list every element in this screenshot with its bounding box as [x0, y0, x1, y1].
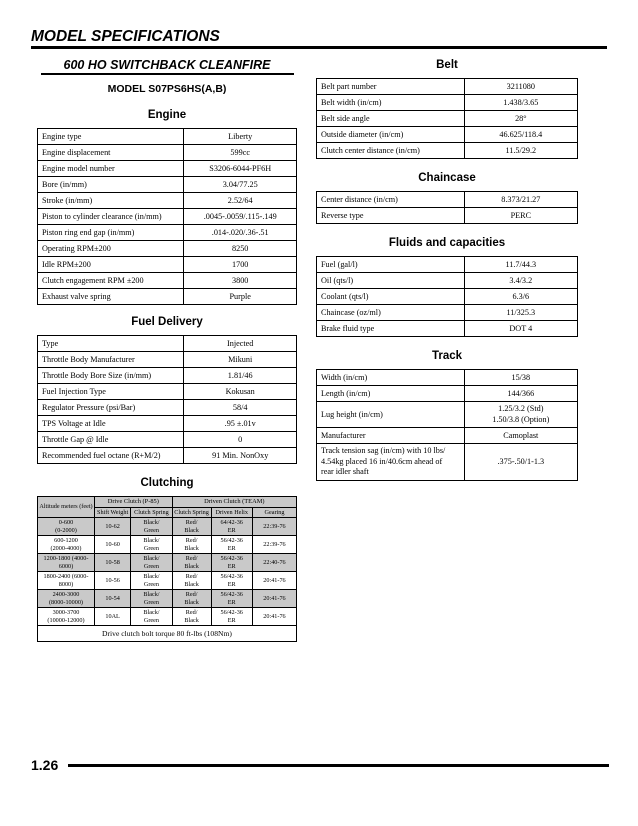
cell-shift-weight: 10-56 — [94, 572, 130, 590]
table-row — [38, 590, 297, 608]
row-label: Regulator Pressure (psi/Bar) — [38, 400, 184, 416]
row-value: 28° — [464, 111, 577, 127]
row-value: 3.4/3.2 — [464, 273, 577, 289]
row-label: Belt side angle — [317, 111, 465, 127]
table-row — [317, 402, 578, 428]
table-header-row — [38, 497, 297, 508]
cell-shift-weight: 10-54 — [94, 590, 130, 608]
table-row — [317, 428, 578, 444]
row-value: 11.7/44.3 — [464, 257, 577, 273]
document-header-rule — [31, 46, 607, 49]
table-row — [38, 145, 297, 161]
section-title-chaincase: Chaincase — [418, 172, 476, 184]
row-label: Engine displacement — [38, 145, 184, 161]
driven-spring-line-1: Red/ — [185, 519, 198, 526]
row-label: Length (in/cm) — [317, 386, 465, 402]
driven-spring-line-1: Red/ — [185, 609, 198, 616]
row-label: Engine type — [38, 129, 184, 145]
row-value: 46.625/118.4 — [464, 127, 577, 143]
cell-drive-spring — [131, 572, 172, 590]
cell-altitude — [38, 590, 95, 608]
row-label: Bore (in/mm) — [38, 177, 184, 193]
table-row — [38, 416, 297, 432]
cell-driven-spring — [172, 590, 211, 608]
column-header-gearing: Gearing — [252, 507, 296, 518]
table-row — [38, 400, 297, 416]
drive-spring-line-1: Black/ — [143, 537, 160, 544]
drive-spring-line-1: Black/ — [143, 519, 160, 526]
row-value: 1.81/46 — [184, 368, 297, 384]
altitude-line-1: 1800-2400 (6000- — [43, 573, 89, 580]
driven-spring-line-2: Black — [184, 580, 199, 588]
row-label: Throttle Gap @ Idle — [38, 432, 184, 448]
section-title-clutching: Clutching — [140, 477, 194, 489]
table-footer-row — [38, 626, 297, 642]
row-value: S3206-6044-PF6H — [184, 161, 297, 177]
lug-height-std: 1.25/3.2 (Std) — [498, 404, 544, 413]
row-value: Camoplast — [464, 428, 577, 444]
cell-altitude — [38, 554, 95, 572]
driven-spring-line-2: Black — [184, 598, 199, 606]
driven-spring-line-2: Black — [184, 544, 199, 552]
altitude-line-2: (10000-12000) — [47, 616, 85, 624]
helix-line-2: ER — [227, 580, 236, 588]
table-row — [38, 209, 297, 225]
model-title: 600 HO SWITCHBACK CLEANFIRE — [63, 58, 271, 72]
table-row — [38, 177, 297, 193]
row-label: Piston to cylinder clearance (in/mm) — [38, 209, 184, 225]
section-title-fuel-delivery: Fuel Delivery — [131, 316, 203, 328]
cell-shift-weight: 10-58 — [94, 554, 130, 572]
engine-table — [37, 128, 297, 305]
section-title-engine: Engine — [147, 109, 187, 121]
page-footer-rule — [68, 764, 609, 767]
cell-driven-helix — [211, 590, 252, 608]
lug-height-option: 1.50/3.8 (Option) — [492, 414, 550, 424]
row-label: Coolant (qts/l) — [317, 289, 465, 305]
altitude-line-1: 0-600 — [58, 519, 74, 526]
belt-table — [316, 78, 578, 159]
cell-driven-spring — [172, 536, 211, 554]
cell-drive-spring — [131, 608, 172, 626]
cell-altitude — [38, 572, 95, 590]
helix-line-2: ER — [227, 544, 236, 552]
row-value: 91 Min. NonOxy — [184, 448, 297, 464]
row-label: Belt width (in/cm) — [317, 95, 465, 111]
driven-spring-line-1: Red/ — [185, 573, 198, 580]
driven-spring-line-2: Black — [184, 562, 199, 570]
left-column — [37, 58, 297, 642]
table-row — [317, 192, 578, 208]
cell-shift-weight: 10AL — [94, 608, 130, 626]
helix-line-1: 64/42-36 — [220, 519, 243, 526]
table-row — [38, 161, 297, 177]
clutching-table — [37, 496, 297, 642]
row-label: Operating RPM±200 — [38, 241, 184, 257]
row-label: Recommended fuel octane (R+M/2) — [38, 448, 184, 464]
fuel-delivery-table — [37, 335, 297, 464]
track-tension-line-1: Track tension sag (in/cm) with 10 lbs/ — [321, 446, 446, 455]
track-table — [316, 369, 578, 481]
column-header-driven-helix: Driven Helix — [211, 507, 252, 518]
driven-spring-line-2: Black — [184, 526, 199, 534]
row-value: 0 — [184, 432, 297, 448]
model-title-rule — [41, 73, 294, 75]
column-header-driven-clutch-spring: Clutch Spring — [172, 507, 211, 518]
row-value: 6.3/6 — [464, 289, 577, 305]
row-label: TPS Voltage at Idle — [38, 416, 184, 432]
column-header-shift-weight: Shift Weight — [94, 507, 130, 518]
track-tension-line-3: rear idler shaft — [321, 467, 369, 476]
altitude-line-1: 1200-1800 (4000- — [43, 555, 89, 562]
table-row — [317, 305, 578, 321]
row-label: Reverse type — [317, 208, 465, 224]
table-row — [317, 444, 578, 481]
table-row — [38, 572, 297, 590]
row-label: Engine model number — [38, 161, 184, 177]
row-value: 3211080 — [464, 79, 577, 95]
row-value: .375-.50/1-1.3 — [464, 444, 577, 481]
row-label: Idle RPM±200 — [38, 257, 184, 273]
row-value: .014-.020/.36-.51 — [184, 225, 297, 241]
table-row — [38, 193, 297, 209]
row-label: Lug height (in/cm) — [317, 402, 465, 428]
row-label — [317, 444, 465, 481]
altitude-line-1: 3000-3700 — [52, 609, 80, 616]
altitude-line-2: (0-2000) — [55, 526, 77, 534]
table-row — [317, 208, 578, 224]
cell-drive-spring — [131, 590, 172, 608]
page-number: 1.26 — [31, 757, 59, 773]
row-label: Brake fluid type — [317, 321, 465, 337]
row-label: Oil (qts/l) — [317, 273, 465, 289]
row-value: 1.438/3.65 — [464, 95, 577, 111]
helix-line-2: ER — [227, 526, 236, 534]
row-label: Clutch engagement RPM ±200 — [38, 273, 184, 289]
row-value: PERC — [464, 208, 577, 224]
altitude-line-2: 6000) — [58, 562, 74, 570]
drive-spring-line-2: Green — [143, 580, 159, 588]
helix-line-1: 56/42-36 — [220, 591, 243, 598]
table-row — [317, 127, 578, 143]
row-label: Chaincase (oz/ml) — [317, 305, 465, 321]
chaincase-table — [316, 191, 578, 224]
row-value: 2.52/64 — [184, 193, 297, 209]
table-row — [38, 432, 297, 448]
row-label: Outside diameter (in/cm) — [317, 127, 465, 143]
right-column — [316, 58, 578, 481]
cell-gearing: 20:41-76 — [252, 608, 296, 626]
altitude-line-1: 2400-3000 — [52, 591, 80, 598]
table-row — [317, 79, 578, 95]
helix-line-1: 56/42-36 — [220, 537, 243, 544]
page-footer — [31, 757, 609, 773]
cell-shift-weight: 10-60 — [94, 536, 130, 554]
drive-spring-line-1: Black/ — [143, 591, 160, 598]
table-row — [38, 448, 297, 464]
cell-drive-spring — [131, 554, 172, 572]
cell-driven-spring — [172, 608, 211, 626]
table-row — [38, 384, 297, 400]
clutch-bolt-torque-note: Drive clutch bolt torque 80 ft-lbs (108Nm) — [38, 626, 297, 642]
table-row — [38, 554, 297, 572]
row-value: 8.373/21.27 — [464, 192, 577, 208]
driven-spring-line-1: Red/ — [185, 555, 198, 562]
drive-spring-line-2: Green — [143, 544, 159, 552]
section-title-fluids: Fluids and capacities — [388, 237, 506, 249]
driven-spring-line-1: Red/ — [185, 537, 198, 544]
table-row — [38, 608, 297, 626]
table-row — [38, 518, 297, 536]
model-subtitle: MODEL S07PS6HS(A,B) — [107, 83, 227, 95]
fluids-table — [316, 256, 578, 337]
cell-gearing: 22:39-76 — [252, 536, 296, 554]
row-value: 1700 — [184, 257, 297, 273]
cell-driven-helix — [211, 572, 252, 590]
row-value: 15/38 — [464, 370, 577, 386]
row-value: 3.04/77.25 — [184, 177, 297, 193]
table-row — [317, 273, 578, 289]
row-value: Purple — [184, 289, 297, 305]
altitude-line-2: (8000-10000) — [48, 598, 83, 606]
row-value: DOT 4 — [464, 321, 577, 337]
table-row — [38, 368, 297, 384]
table-row — [317, 95, 578, 111]
cell-drive-spring — [131, 518, 172, 536]
row-label: Stroke (in/mm) — [38, 193, 184, 209]
cell-shift-weight: 10-62 — [94, 518, 130, 536]
table-row — [317, 143, 578, 159]
altitude-line-2: 8000) — [58, 580, 74, 588]
row-label: Throttle Body Manufacturer — [38, 352, 184, 368]
row-label: Fuel (gal/l) — [317, 257, 465, 273]
cell-driven-spring — [172, 518, 211, 536]
row-label: Clutch center distance (in/cm) — [317, 143, 465, 159]
table-row — [38, 273, 297, 289]
cell-driven-helix — [211, 518, 252, 536]
cell-gearing: 22:40-76 — [252, 554, 296, 572]
helix-line-2: ER — [227, 562, 236, 570]
cell-gearing: 22:39-76 — [252, 518, 296, 536]
drive-spring-line-1: Black/ — [143, 609, 160, 616]
row-value: 144/366 — [464, 386, 577, 402]
cell-drive-spring — [131, 536, 172, 554]
altitude-line-2: (2000-4000) — [50, 544, 82, 552]
altitude-line-1: 600-1200 — [54, 537, 78, 544]
row-value: 11/325.3 — [464, 305, 577, 321]
section-title-track: Track — [431, 350, 463, 362]
drive-spring-line-1: Black/ — [143, 555, 160, 562]
table-row — [38, 257, 297, 273]
row-label: Exhaust valve spring — [38, 289, 184, 305]
document-header — [31, 28, 607, 49]
drive-spring-line-1: Black/ — [143, 573, 160, 580]
cell-driven-helix — [211, 608, 252, 626]
table-row — [38, 241, 297, 257]
table-row — [317, 257, 578, 273]
row-value: 11.5/29.2 — [464, 143, 577, 159]
row-label: Fuel Injection Type — [38, 384, 184, 400]
row-value: 58/4 — [184, 400, 297, 416]
row-label: Type — [38, 336, 184, 352]
cell-gearing: 20:41-76 — [252, 572, 296, 590]
table-row — [317, 111, 578, 127]
row-value: .0045-.0059/.115-.149 — [184, 209, 297, 225]
table-row — [38, 129, 297, 145]
helix-line-2: ER — [227, 598, 236, 606]
table-row — [38, 352, 297, 368]
table-row — [317, 321, 578, 337]
column-header-drive-clutch-spring: Clutch Spring — [131, 507, 172, 518]
table-row — [38, 336, 297, 352]
row-value: .95 ±.01v — [184, 416, 297, 432]
table-row — [38, 536, 297, 554]
row-value: Mikuni — [184, 352, 297, 368]
helix-line-1: 56/42-36 — [220, 555, 243, 562]
cell-altitude — [38, 608, 95, 626]
helix-line-1: 56/42-36 — [220, 609, 243, 616]
row-label: Center distance (in/cm) — [317, 192, 465, 208]
row-label: Throttle Body Bore Size (in/mm) — [38, 368, 184, 384]
table-row — [317, 370, 578, 386]
driven-spring-line-1: Red/ — [185, 591, 198, 598]
drive-spring-line-2: Green — [143, 562, 159, 570]
row-value — [464, 402, 577, 428]
cell-driven-helix — [211, 554, 252, 572]
row-value: 3800 — [184, 273, 297, 289]
drive-spring-line-2: Green — [143, 598, 159, 606]
document-header-title: MODEL SPECIFICATIONS — [31, 28, 220, 45]
section-title-belt: Belt — [436, 59, 458, 71]
helix-line-2: ER — [227, 616, 236, 624]
table-row — [38, 289, 297, 305]
driven-spring-line-2: Black — [184, 616, 199, 624]
row-value: 599cc — [184, 145, 297, 161]
row-label: Belt part number — [317, 79, 465, 95]
column-group-header-driven-clutch: Driven Clutch (TEAM) — [172, 497, 296, 508]
cell-driven-spring — [172, 554, 211, 572]
row-value: Liberty — [184, 129, 297, 145]
cell-gearing: 20:41-76 — [252, 590, 296, 608]
table-row — [317, 386, 578, 402]
drive-spring-line-2: Green — [143, 526, 159, 534]
row-value: 8250 — [184, 241, 297, 257]
row-label: Piston ring end gap (in/mm) — [38, 225, 184, 241]
drive-spring-line-2: Green — [143, 616, 159, 624]
table-row — [317, 289, 578, 305]
table-row — [38, 225, 297, 241]
column-header-altitude: Altitude meters (feet) — [38, 497, 95, 518]
cell-altitude — [38, 536, 95, 554]
track-tension-line-2: 4.54kg placed 16 in/40.6cm ahead of — [321, 456, 443, 466]
row-value: Kokusan — [184, 384, 297, 400]
row-value: Injected — [184, 336, 297, 352]
cell-driven-helix — [211, 536, 252, 554]
helix-line-1: 56/42-36 — [220, 573, 243, 580]
cell-altitude — [38, 518, 95, 536]
row-label: Manufacturer — [317, 428, 465, 444]
row-label: Width (in/cm) — [317, 370, 465, 386]
column-group-header-drive-clutch: Drive Clutch (P-85) — [94, 497, 172, 508]
cell-driven-spring — [172, 572, 211, 590]
